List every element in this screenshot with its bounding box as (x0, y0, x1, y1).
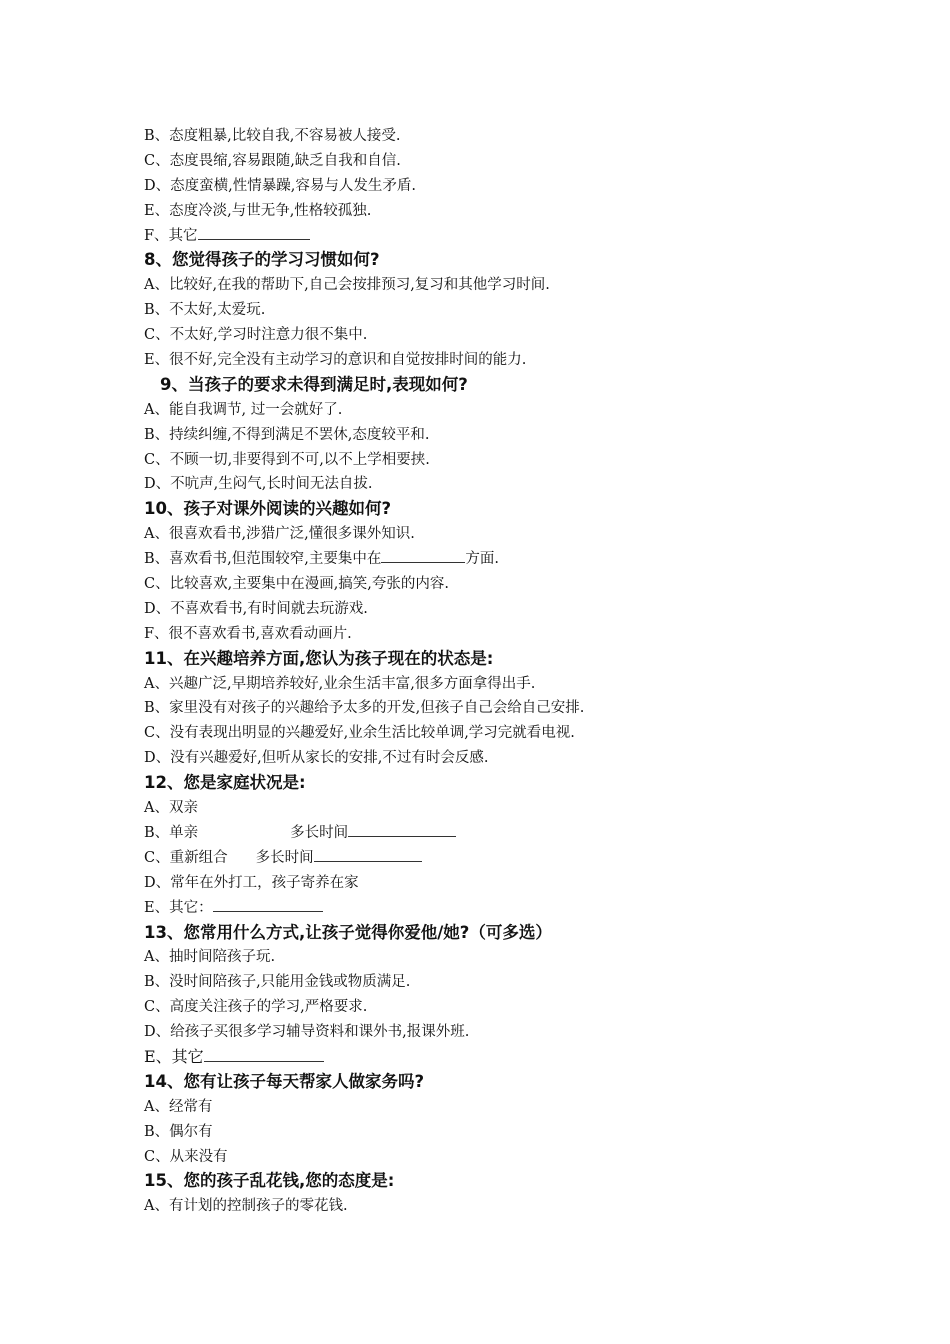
q13-option-b: B、没时间陪孩子,只能用金钱或物质满足. (144, 974, 411, 991)
q10-option-f: F、很不喜欢看书,喜欢看动画片. (144, 625, 352, 642)
q12-option-e-label: E、其它： (144, 899, 213, 916)
q8-option-c: C、不太好,学习时注意力很不集中. (144, 327, 368, 344)
q7-option-d: D、态度蛮横,性情暴躁,容易与人发生矛盾. (144, 177, 416, 194)
q14-option-c: C、从来没有 (144, 1148, 228, 1165)
q7-option-e: E、态度冷淡,与世无争,性格较孤独. (144, 202, 372, 219)
question-9: 9、当孩子的要求未得到满足时,表现如何? (160, 374, 468, 394)
q14-option-b: B、偶尔有 (144, 1123, 213, 1140)
q14-option-a: A、经常有 (144, 1098, 213, 1115)
q9-option-d: D、不吭声,生闷气,长时间无法自拔. (144, 476, 373, 493)
question-10: 10、孩子对课外阅读的兴趣如何? (144, 499, 392, 519)
q13-option-a: A、抽时间陪孩子玩. (144, 949, 276, 966)
fill-blank (213, 896, 323, 912)
q8-option-a: A、比较好,在我的帮助下,自己会按排预习,复习和其他学习时间. (144, 277, 550, 294)
q7-option-c: C、态度畏缩,容易跟随,缺乏自我和自信. (144, 152, 401, 169)
q10-option-b-prefix: B、喜欢看书,但范围较窄,主要集中在 (144, 551, 382, 568)
fill-blank (198, 224, 310, 240)
questionnaire-content (144, 124, 844, 1219)
q11-option-c: C、没有表现出明显的兴趣爱好,业余生活比较单调,学习完就看电视. (144, 725, 575, 742)
q12-option-d: D、常年在外打工，孩子寄养在家 (144, 874, 359, 891)
q9-option-b: B、持续纠缠,不得到满足不罢休,态度较平和. (144, 426, 430, 443)
q8-option-b: B、不太好,太爱玩. (144, 302, 266, 319)
question-12: 12、您是家庭状况是: (144, 773, 306, 793)
q10-option-b (144, 547, 844, 572)
q10-option-a: A、很喜欢看书,涉猎广泛,懂很多课外知识. (144, 526, 415, 543)
q9-option-c: C、不顾一切,非要得到不可,以不上学相要挟. (144, 451, 430, 468)
q11-option-d: D、没有兴趣爱好,但听从家长的安排,不过有时会反感. (144, 750, 489, 767)
q11-option-b: B、家里没有对孩子的兴趣给予太多的开发,但孩子自己会给自己安排. (144, 700, 585, 717)
q7-option-f (144, 224, 844, 249)
q13-option-e (144, 1045, 844, 1070)
q12-option-b-label: B、单亲 (144, 824, 199, 841)
q13-option-e-label: E、其它 (144, 1046, 204, 1066)
question-13: 13、您常用什么方式,让孩子觉得你爱他/她?（可多选） (144, 922, 552, 942)
q9-option-a: A、能自我调节, 过一会就好了. (144, 401, 343, 418)
q8-option-e: E、很不好,完全没有主动学习的意识和自觉按排时间的能力. (144, 352, 527, 369)
q12-option-a: A、双亲 (144, 800, 198, 817)
q13-option-c: C、高度关注孩子的学习,严格要求. (144, 999, 368, 1016)
q12-option-b-duration: 多长时间 (290, 824, 349, 841)
question-11: 11、在兴趣培养方面,您认为孩子现在的状态是: (144, 648, 494, 668)
fill-blank (381, 547, 465, 563)
q15-option-a: A、有计划的控制孩子的零花钱. (144, 1198, 348, 1215)
q12-option-c-duration: 多长时间 (255, 849, 314, 866)
q7-option-b: B、态度粗暴,比较自我,不容易被人接受. (144, 128, 401, 144)
q10-option-b-suffix: 方面. (465, 551, 499, 568)
q10-option-c: C、比较喜欢,主要集中在漫画,搞笑,夸张的内容. (144, 576, 450, 593)
q12-option-c-label: C、重新组合 (144, 849, 228, 866)
q7-option-f-label: F、其它 (144, 227, 198, 244)
fill-blank (314, 846, 422, 862)
question-8: 8、您觉得孩子的学习习惯如何? (144, 250, 380, 270)
question-14: 14、您有让孩子每天帮家人做家务吗? (144, 1071, 425, 1091)
q12-option-c (144, 846, 844, 871)
q10-option-d: D、不喜欢看书,有时间就去玩游戏. (144, 600, 368, 617)
q11-option-a: A、兴趣广泛,早期培养较好,业余生活丰富,很多方面拿得出手. (144, 675, 536, 692)
q12-option-e (144, 896, 844, 921)
question-15: 15、您的孩子乱花钱,您的态度是: (144, 1171, 395, 1191)
fill-blank (348, 821, 456, 837)
fill-blank (204, 1046, 324, 1062)
q13-option-d: D、给孩子买很多学习辅导资料和课外书,报课外班. (144, 1024, 470, 1041)
q12-option-b (144, 821, 844, 846)
